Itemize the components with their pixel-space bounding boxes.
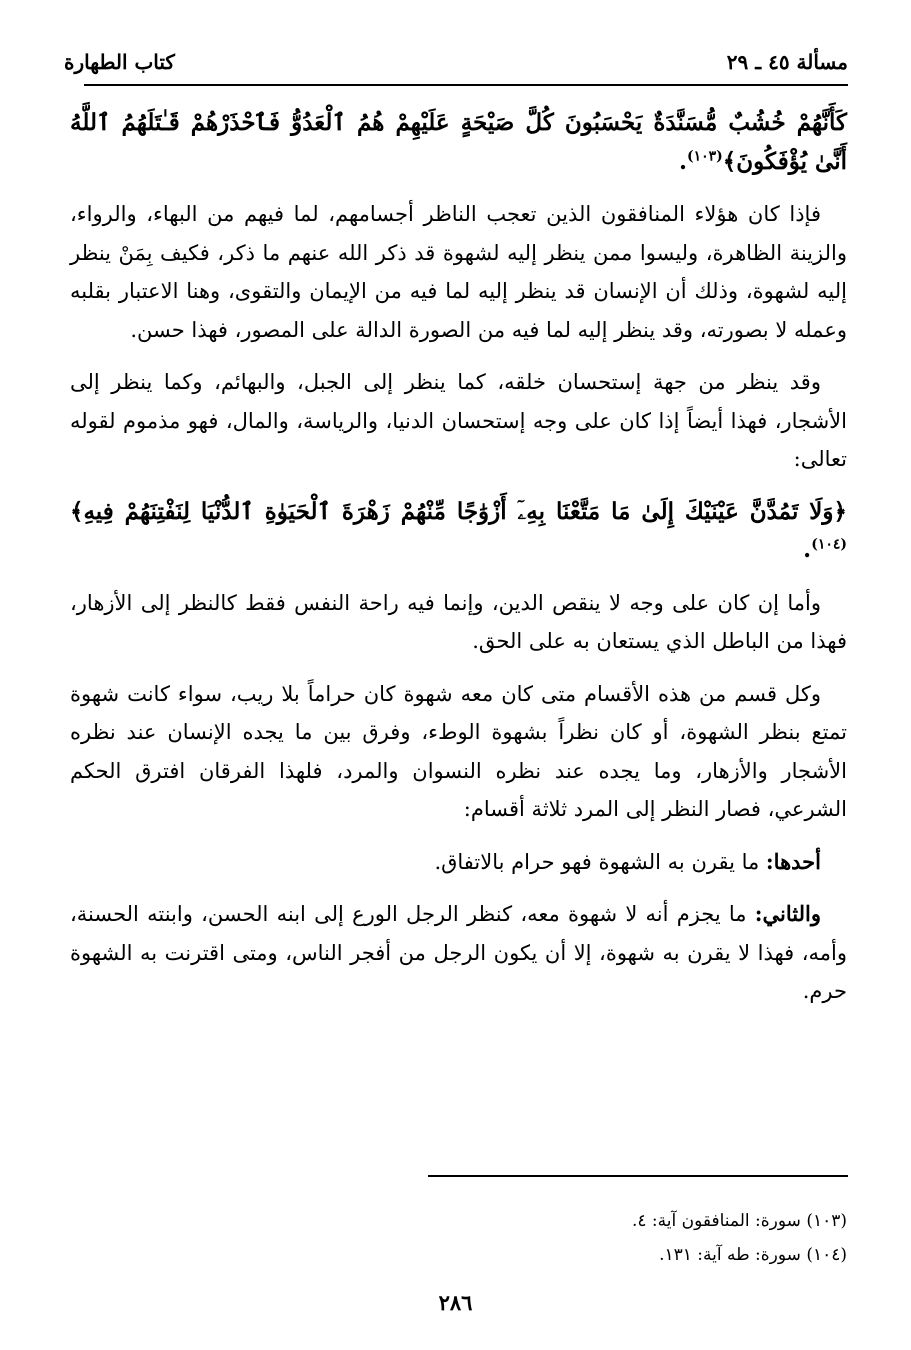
paragraph-text: وقد ينظر من جهة إستحسان خلقه، كما ينظر إلى الجبل، والبهائم، وكما ينظر إلى الأشجار، فهذا أيضاً إذا كان على وجه إستحسان الدنيا، والرياسة، والمال، فهو مذموم لقوله تعالى:: [70, 370, 847, 471]
body-paragraph: [70, 363, 847, 479]
issue-number-header: مسألة ٤٥ ـ ٢٩: [726, 50, 848, 74]
paragraph-text: وأما إن كان على وجه لا ينقص الدين، وإنما فيه راحة النفس فقط كالنظر إلى الأزهار، فهذا من الباطل الذي يستعان به على الحق.: [70, 590, 847, 653]
book-title-header: كتاب الطهارة: [64, 50, 175, 74]
main-text: [70, 104, 847, 1025]
body-paragraph: [70, 675, 847, 829]
footnotes: [70, 1204, 847, 1272]
header-divider: [84, 84, 848, 86]
verse-text: ﴿وَلَا تَمُدَّنَّ عَيْنَيْكَ إِلَىٰ مَا مَتَّعْنَا بِهِۦٓ أَزْوَٰجًا مِّنْهُمْ زَهْرَةَ ٱلْحَيَوٰةِ ٱلدُّنْيَا لِنَفْتِنَهُمْ فِيهِ﴾: [70, 497, 847, 525]
verse-text: كَأَنَّهُمْ خُشُبٌ مُّسَنَّدَةٌ يَحْسَبُونَ كُلَّ صَيْحَةٍ عَلَيْهِمْ هُمُ ٱلْعَدُوُّ فَٱحْذَرْهُمْ قَـٰتَلَهُمُ ٱللَّهُ أَنَّىٰ يُؤْفَكُونَ﴾: [70, 109, 847, 175]
quran-verse: [70, 493, 847, 570]
paragraph-text: وكل قسم من هذه الأقسام متى كان معه شهوة كان حراماً بلا ريب، سواء كانت شهوة تمتع بنظر الشهوة، أو كان نظراً بشهوة الوطء، وفرق بين ما يجده الإنسان عند نظره الأشجار والأزهار، وما يجده عند نظره النسوان والمرد، فلهذا الفرقان افترق الحكم الشرعي، فصار النظر إلى المرد ثلاثة أقسام:: [70, 681, 847, 821]
footnote-reference: (١٠٤): [811, 536, 847, 553]
page-header: [64, 42, 848, 72]
footnote-104: (١٠٤) سورة: طه آية: ١٣١.: [659, 1245, 847, 1265]
body-paragraph: [70, 843, 847, 882]
body-paragraph: [70, 895, 847, 1011]
footnote-reference: (١٠٣): [686, 147, 723, 164]
paragraph-text: فإذا كان هؤلاء المنافقون الذين تعجب الناظر أجسامهم، لما فيهم من البهاء، والرواء، والزينة الظاهرة، وليسوا ممن ينظر إليه لشهوة قد ذكر الله عنهم ما ذكر، فكيف بِمَنْ ينظر إليه لشهوة، وذلك أن الإنسان قد ينظر إليه لما فيه من الإيمان والتقوى، وهنا الاعتبار بقلبه وعمله لا بصورته، وقد ينظر إليه لما فيه من الصورة الدالة على المصور، فهذا حسن.: [70, 202, 847, 342]
verse-end-punctuation: .: [678, 147, 687, 175]
section-lead: أحدها:: [765, 848, 821, 874]
verse-end-punctuation: .: [803, 536, 812, 563]
footnote-divider: [428, 1175, 848, 1177]
paragraph-text: ما يقرن به الشهوة فهو حرام بالاتفاق.: [434, 849, 766, 874]
quran-verse: [70, 104, 847, 181]
footnote-103: (١٠٣) سورة: المنافقون آية: ٤.: [631, 1211, 847, 1231]
body-paragraph: [70, 584, 847, 661]
section-lead: والثاني:: [754, 901, 821, 926]
page-number: ٢٨٦: [438, 1290, 473, 1315]
body-paragraph: [70, 195, 847, 349]
paragraph-text: ما يجزم أنه لا شهوة معه، كنظر الرجل الورع إلى ابنه الحسن، وابنته الحسنة، وأمه، فهذا لا يقرن به شهوة، إلا أن يكون الرجل من أفجر الناس، ومتى اقترنت به الشهوة حرم.: [70, 902, 847, 1003]
